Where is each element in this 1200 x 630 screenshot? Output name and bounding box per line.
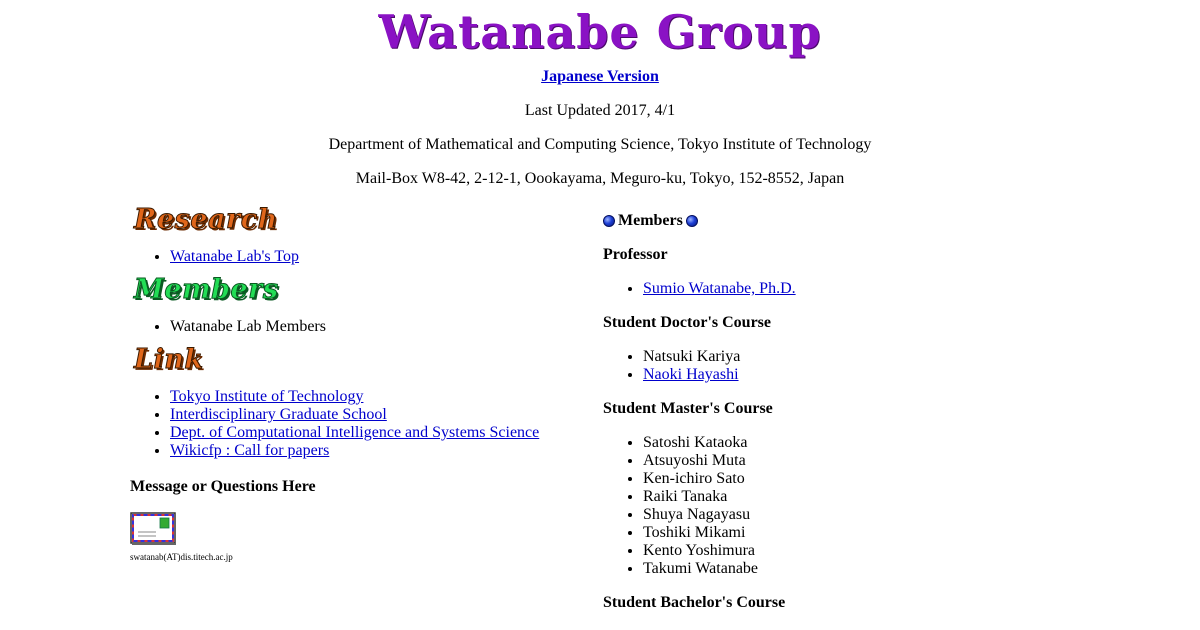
message-heading: Message or Questions Here bbox=[130, 478, 316, 495]
list-item bbox=[170, 406, 590, 424]
site-title: Watanabe Group bbox=[378, 5, 822, 59]
bachelor-heading: Student Bachelor's Course bbox=[603, 594, 786, 611]
master-list bbox=[603, 434, 1063, 578]
doctor-heading: Student Doctor's Course bbox=[603, 314, 771, 331]
department: Department of Mathematical and Computing Science, Tokyo Institute of Technology bbox=[328, 136, 872, 153]
members-title-text: Members bbox=[618, 212, 683, 229]
list-item: • Toshiki Mikami bbox=[643, 524, 1063, 542]
list-item: • Watanabe Lab Members bbox=[170, 318, 590, 336]
list-item bbox=[170, 388, 590, 406]
left-column bbox=[130, 202, 590, 562]
list-item: • Raiki Tanaka bbox=[643, 488, 1063, 506]
list-item: • Ken-ichiro Sato bbox=[643, 470, 1063, 488]
wikicfp-link[interactable]: Wikicfp : Call for papers bbox=[170, 442, 330, 459]
japanese-version-link[interactable]: Japanese Version bbox=[541, 68, 659, 85]
members-list bbox=[130, 318, 590, 336]
tokyo-tech-link[interactable]: Tokyo Institute of Technology bbox=[170, 388, 364, 405]
professor-heading: Professor bbox=[603, 246, 668, 263]
research-list bbox=[130, 248, 590, 266]
blue-ball-icon bbox=[686, 215, 698, 227]
lab-top-link[interactable]: Watanabe Lab's Top bbox=[170, 248, 300, 265]
list-item: • Kento Yoshimura bbox=[643, 542, 1063, 560]
doctor-list bbox=[603, 348, 1063, 384]
list-item bbox=[170, 424, 590, 442]
research-heading-image: Research bbox=[134, 204, 278, 235]
list-item bbox=[643, 366, 1063, 384]
graduate-school-link[interactable]: Interdisciplinary Graduate School bbox=[170, 406, 387, 423]
dept-link[interactable]: Dept. of Computational Intelligence and Systems Science bbox=[170, 424, 540, 441]
list-item: • Satoshi Kataoka bbox=[643, 434, 1063, 452]
list-item: • Natsuki Kariya bbox=[643, 348, 1063, 366]
doctor-student-link[interactable]: Naoki Hayashi bbox=[643, 366, 739, 383]
list-item: • Shuya Nagayasu bbox=[643, 506, 1063, 524]
last-updated: Last Updated 2017, 4/1 bbox=[524, 102, 676, 119]
link-heading-image: Link bbox=[134, 344, 204, 375]
list-item: • Atsuyoshi Muta bbox=[643, 452, 1063, 470]
envelope-icon[interactable] bbox=[130, 512, 177, 546]
list-item bbox=[643, 280, 1063, 298]
page-header bbox=[0, 0, 1200, 196]
email-address: swatanab(AT)dis.titech.ac.jp bbox=[130, 552, 233, 562]
members-heading-image: Members bbox=[134, 274, 279, 305]
members-title bbox=[603, 212, 1063, 230]
address: Mail-Box W8-42, 2-12-1, Oookayama, Meguro-ku, Tokyo, 152-8552, Japan bbox=[355, 170, 845, 187]
professor-list bbox=[603, 280, 1063, 298]
professor-link[interactable]: Sumio Watanabe, Ph.D. bbox=[643, 280, 796, 297]
list-item bbox=[170, 248, 590, 266]
master-heading: Student Master's Course bbox=[603, 400, 773, 417]
right-column bbox=[603, 202, 1063, 612]
list-item: • Takumi Watanabe bbox=[643, 560, 1063, 578]
blue-ball-icon bbox=[603, 215, 615, 227]
links-list bbox=[130, 388, 590, 460]
list-item bbox=[170, 442, 590, 460]
